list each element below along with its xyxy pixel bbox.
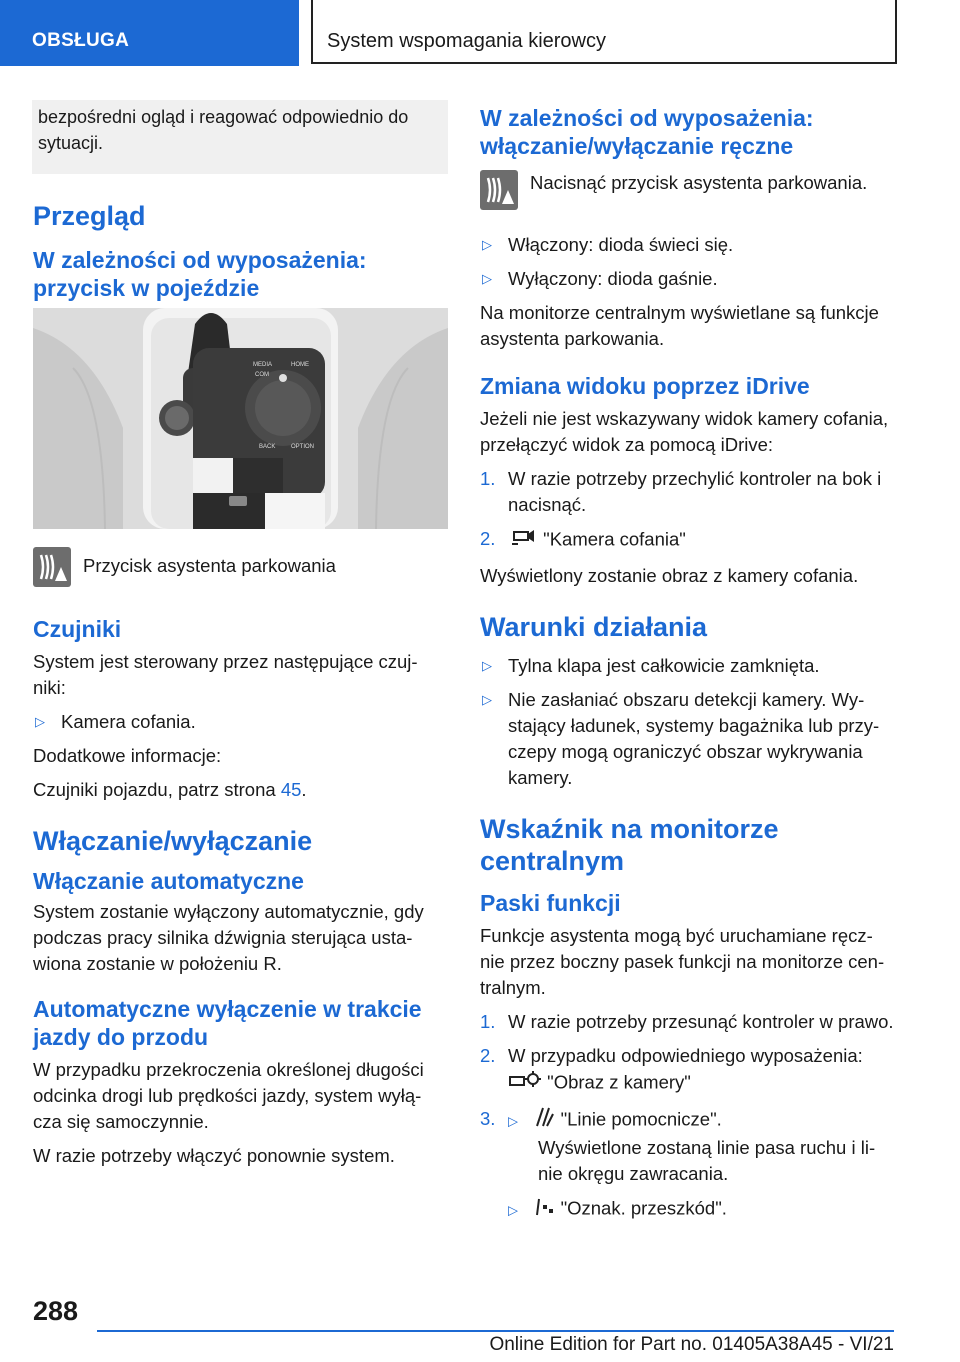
reenable-text: W razie potrzeby włączyć ponownie system.: [33, 1145, 395, 1166]
park-assist-icon: [33, 547, 71, 587]
bullet-triangle-icon: ▷: [508, 1202, 518, 1218]
condition-item: ▷ Tylna klapa jest całkowicie zamknięta.: [480, 653, 895, 679]
left-column: [33, 100, 448, 1177]
extra-info-label: Dodatkowe informacje:: [33, 745, 222, 766]
center-console-photo: [33, 308, 448, 529]
monitor-text: Na monitorze centralnym wyświetlane są funkcje asystenta parkowania.: [480, 302, 879, 349]
bars-step-3: 3. ▷ "Linie pomocnicze". Wyświetlone zostaną linie pasa ruchu i li-nie okręgu zawracania.: [480, 1106, 895, 1187]
bars-step-1: 1. W razie potrzeby przesunąć kontroler w prawo.: [480, 1011, 894, 1032]
off-item: ▷ Wyłączony: dioda gaśnie.: [480, 266, 895, 292]
sensors-text: System jest sterowany przez następujące czuj-niki:: [33, 651, 418, 698]
warning-note: bezpośredni ogląd i reagować odpowiednio do sytuacji.: [32, 100, 448, 174]
guide-lines-desc: Wyświetlone zostaną linie pasa ruchu i li-nie okręgu zawracania.: [538, 1137, 876, 1184]
heading-sensors: Czujniki: [33, 616, 122, 642]
com-label: COM: [255, 372, 269, 378]
auto-text: System zostanie wyłączony automatycznie, gdy podczas pracy silnika dźwignia sterująca usta-wiona zostanie w położeniu R.: [33, 901, 424, 974]
bullet-triangle-icon: ▷: [35, 714, 45, 729]
option-label: OPTION: [291, 444, 315, 450]
heading-bars: Paski funkcji: [480, 890, 621, 916]
footer-divider: [97, 1330, 894, 1332]
park-assist-button-row: [33, 547, 448, 591]
camera-view-icon: [508, 1069, 542, 1098]
heading-manual: W zależności od wyposażenia: włączanie/wyłączanie ręczne: [480, 105, 814, 159]
obstacle-item: ▷ "Oznak. przeszkód".: [480, 1195, 895, 1224]
page-link[interactable]: 45: [280, 779, 302, 800]
media-label: MEDIA: [253, 362, 273, 368]
console-illustration: [33, 308, 448, 529]
page-reference: Czujniki pojazdu, patrz strona 45.: [33, 779, 307, 800]
on-item: ▷ Włączony: dioda świeci się.: [480, 232, 895, 258]
idrive-step-2: 2. "Kamera cofania": [480, 526, 895, 555]
manual-instruction: Nacisnąć przycisk asystenta parkowania.: [530, 172, 868, 193]
section-title: OBSŁUGA: [32, 30, 130, 51]
obstacle-marking-icon: [533, 1195, 555, 1224]
idrive-step-1: 1. W razie potrzeby przechylić kontroler na bok i nacisnąć.: [480, 468, 882, 515]
bullet-triangle-icon: ▷: [482, 692, 492, 707]
heading-idrive: Zmiana widoku poprzez iDrive: [480, 373, 810, 399]
condition-item: ▷ Nie zasłaniać obszaru detekcji kamery. Wy-stający ładunek, systemy bagażnika lub przy-czepy mogą ograniczyć obszar wykrywania kamery.: [482, 689, 880, 788]
guide-lines-icon: [533, 1106, 555, 1135]
park-assist-icon: [480, 170, 518, 210]
chapter-title: System wspomagania kierowcy: [327, 30, 606, 52]
park-assist-caption: Przycisk asystenta parkowania: [83, 555, 336, 576]
bullet-triangle-icon: ▷: [482, 658, 492, 673]
autooff-text: W przypadku przekroczenia określonej długości odcinka drogi lub prędkości jazdy, system wyłą-cza się samoczynnie.: [33, 1059, 424, 1132]
section-tab: [0, 0, 299, 66]
rear-camera-icon: [508, 526, 538, 555]
page-number: 288: [33, 1296, 79, 1326]
bullet-triangle-icon: ▷: [508, 1113, 518, 1129]
heading-overview: Przegląd: [33, 201, 146, 231]
bullet-triangle-icon: ▷: [482, 271, 492, 286]
chapter-tab: [311, 0, 897, 64]
home-label: HOME: [291, 362, 309, 368]
idrive-text: Jeżeli nie jest wskazywany widok kamery cofania, przełączyć widok za pomocą iDrive:: [480, 408, 889, 455]
right-column: [480, 100, 895, 1232]
bars-text: Funkcje asystenta mogą być uruchamiane ręcz-nie przez boczny pasek funkcji na monitorze cen-tralnym.: [480, 925, 885, 998]
heading-autooff: Automatyczne wyłączenie w trakcie jazdy do przodu: [33, 996, 422, 1050]
manual-button-row: [480, 170, 895, 214]
bullet-triangle-icon: ▷: [482, 237, 492, 252]
heading-auto: Włączanie automatyczne: [33, 868, 304, 894]
heading-onoff: Włączanie/wyłączanie: [33, 826, 313, 856]
heading-button: W zależności od wyposażenia: przycisk w pojeździe: [33, 247, 367, 301]
camera-shown-text: Wyświetlony zostanie obraz z kamery cofania.: [480, 565, 859, 586]
heading-conditions: Warunki działania: [480, 612, 708, 642]
sensor-item: ▷ Kamera cofania.: [33, 709, 448, 735]
bars-step-2: 2. W przypadku odpowiedniego wyposażenia: "Obraz z kamery": [480, 1043, 895, 1098]
heading-indicator: Wskaźnik na monitorze centralnym: [480, 814, 779, 876]
edition-text: Online Edition for Part no. 01405A38A45 - VI/21: [489, 1334, 894, 1355]
back-label: BACK: [259, 444, 276, 450]
